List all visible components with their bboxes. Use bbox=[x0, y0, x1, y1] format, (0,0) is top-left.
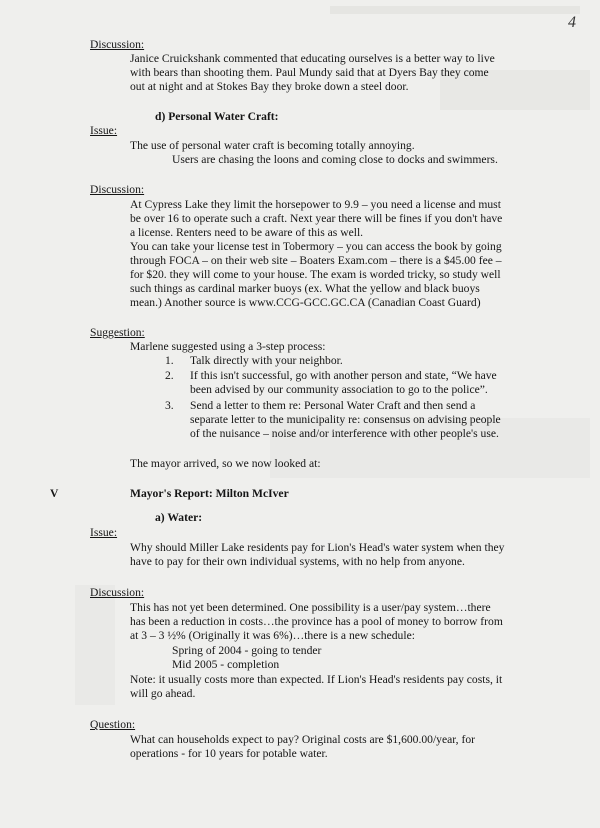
show-through-4 bbox=[75, 585, 115, 705]
list-item: Send a letter to them re: Personal Water Craft and then send a bbox=[190, 399, 476, 412]
subsection-heading-water: a) Water: bbox=[155, 511, 203, 524]
text-line: The use of personal water craft is becoming totally annoying. bbox=[130, 139, 415, 152]
text-line: through FOCA – on their web site – Boaters Exam.com – there is a $45.00 fee – bbox=[130, 254, 502, 267]
discussion-heading-2: Discussion: bbox=[90, 183, 145, 196]
text-line: mean.) Another source is www.CCG-GCC.GC.CA (Canadian Coast Guard) bbox=[130, 296, 481, 309]
show-through-1 bbox=[330, 6, 580, 14]
list-number: 2. bbox=[165, 369, 174, 382]
text-line: out at night and at Stokes Bay they broke down a steel door. bbox=[130, 80, 409, 93]
list-number: 3. bbox=[165, 399, 174, 412]
text-line: Marlene suggested using a 3-step process: bbox=[130, 340, 326, 353]
issue-heading-2: Issue: bbox=[90, 526, 118, 539]
list-item-continued: separate letter to the municipality re: consensus on advising people bbox=[190, 413, 501, 426]
discussion-heading-3: Discussion: bbox=[90, 586, 145, 599]
schedule-line: Mid 2005 - completion bbox=[172, 658, 280, 671]
text-line: operations - for 10 years for potable water. bbox=[130, 747, 328, 760]
list-item: Talk directly with your neighbor. bbox=[190, 354, 343, 367]
text-line: will go ahead. bbox=[130, 687, 196, 700]
list-item: If this isn't successful, go with another person and state, “We have bbox=[190, 369, 497, 382]
text-line: The mayor arrived, so we now looked at: bbox=[130, 457, 321, 470]
schedule-line: Spring of 2004 - going to tender bbox=[172, 644, 322, 657]
text-line: at 3 – 3 ½% (Originally it was 6%)…there is a new schedule: bbox=[130, 629, 415, 642]
question-heading: Question: bbox=[90, 718, 136, 731]
text-line: with bears than shooting them. Paul Mundy said that at Dyers Bay they come bbox=[130, 66, 489, 79]
text-line: a license. Renters need to be aware of this as well. bbox=[130, 226, 364, 239]
section-heading-mayors-report: Mayor's Report: Milton McIver bbox=[130, 487, 289, 500]
text-line: be over 16 to operate such a craft. Next year there will be fines if you don't have bbox=[130, 212, 503, 225]
section-heading-personal-water-craft: d) Personal Water Craft: bbox=[155, 110, 279, 123]
list-item-continued: of the nuisance – noise and/or interference with other people's use. bbox=[190, 427, 499, 440]
issue-heading-1: Issue: bbox=[90, 124, 118, 137]
text-line: Note: it usually costs more than expected. If Lion's Head's residents pay costs, it bbox=[130, 673, 503, 686]
text-line: What can households expect to pay? Original costs are $1,600.00/year, for bbox=[130, 733, 475, 746]
page-number: 4 bbox=[568, 14, 576, 31]
text-line: Users are chasing the loons and coming close to docks and swimmers. bbox=[172, 153, 498, 166]
text-line: At Cypress Lake they limit the horsepower to 9.9 – you need a license and must bbox=[130, 198, 501, 211]
text-line: for $20. they will come to your house. The exam is worded tricky, so study well bbox=[130, 268, 501, 281]
text-line: such things as cardinal marker buoys (ex. What the yellow and black buoys bbox=[130, 282, 480, 295]
text-line: has been a reduction in costs…the province has a pool of money to borrow from bbox=[130, 615, 503, 628]
text-line: This has not yet been determined. One possibility is a user/pay system…there bbox=[130, 601, 491, 614]
list-item-continued: been advised by our community association to go to the police”. bbox=[190, 383, 488, 396]
text-line: Why should Miller Lake residents pay for Lion's Head's water system when they bbox=[130, 541, 505, 554]
text-line: have to pay for their own individual systems, with no help from anyone. bbox=[130, 555, 465, 568]
suggestion-heading: Suggestion: bbox=[90, 326, 145, 339]
text-line: You can take your license test in Tobermory – you can access the book by going bbox=[130, 240, 502, 253]
discussion-heading-1: Discussion: bbox=[90, 38, 145, 51]
list-number: 1. bbox=[165, 354, 174, 367]
text-line: Janice Cruickshank commented that educating ourselves is a better way to live bbox=[130, 52, 495, 65]
section-numeral-v: V bbox=[50, 487, 59, 500]
